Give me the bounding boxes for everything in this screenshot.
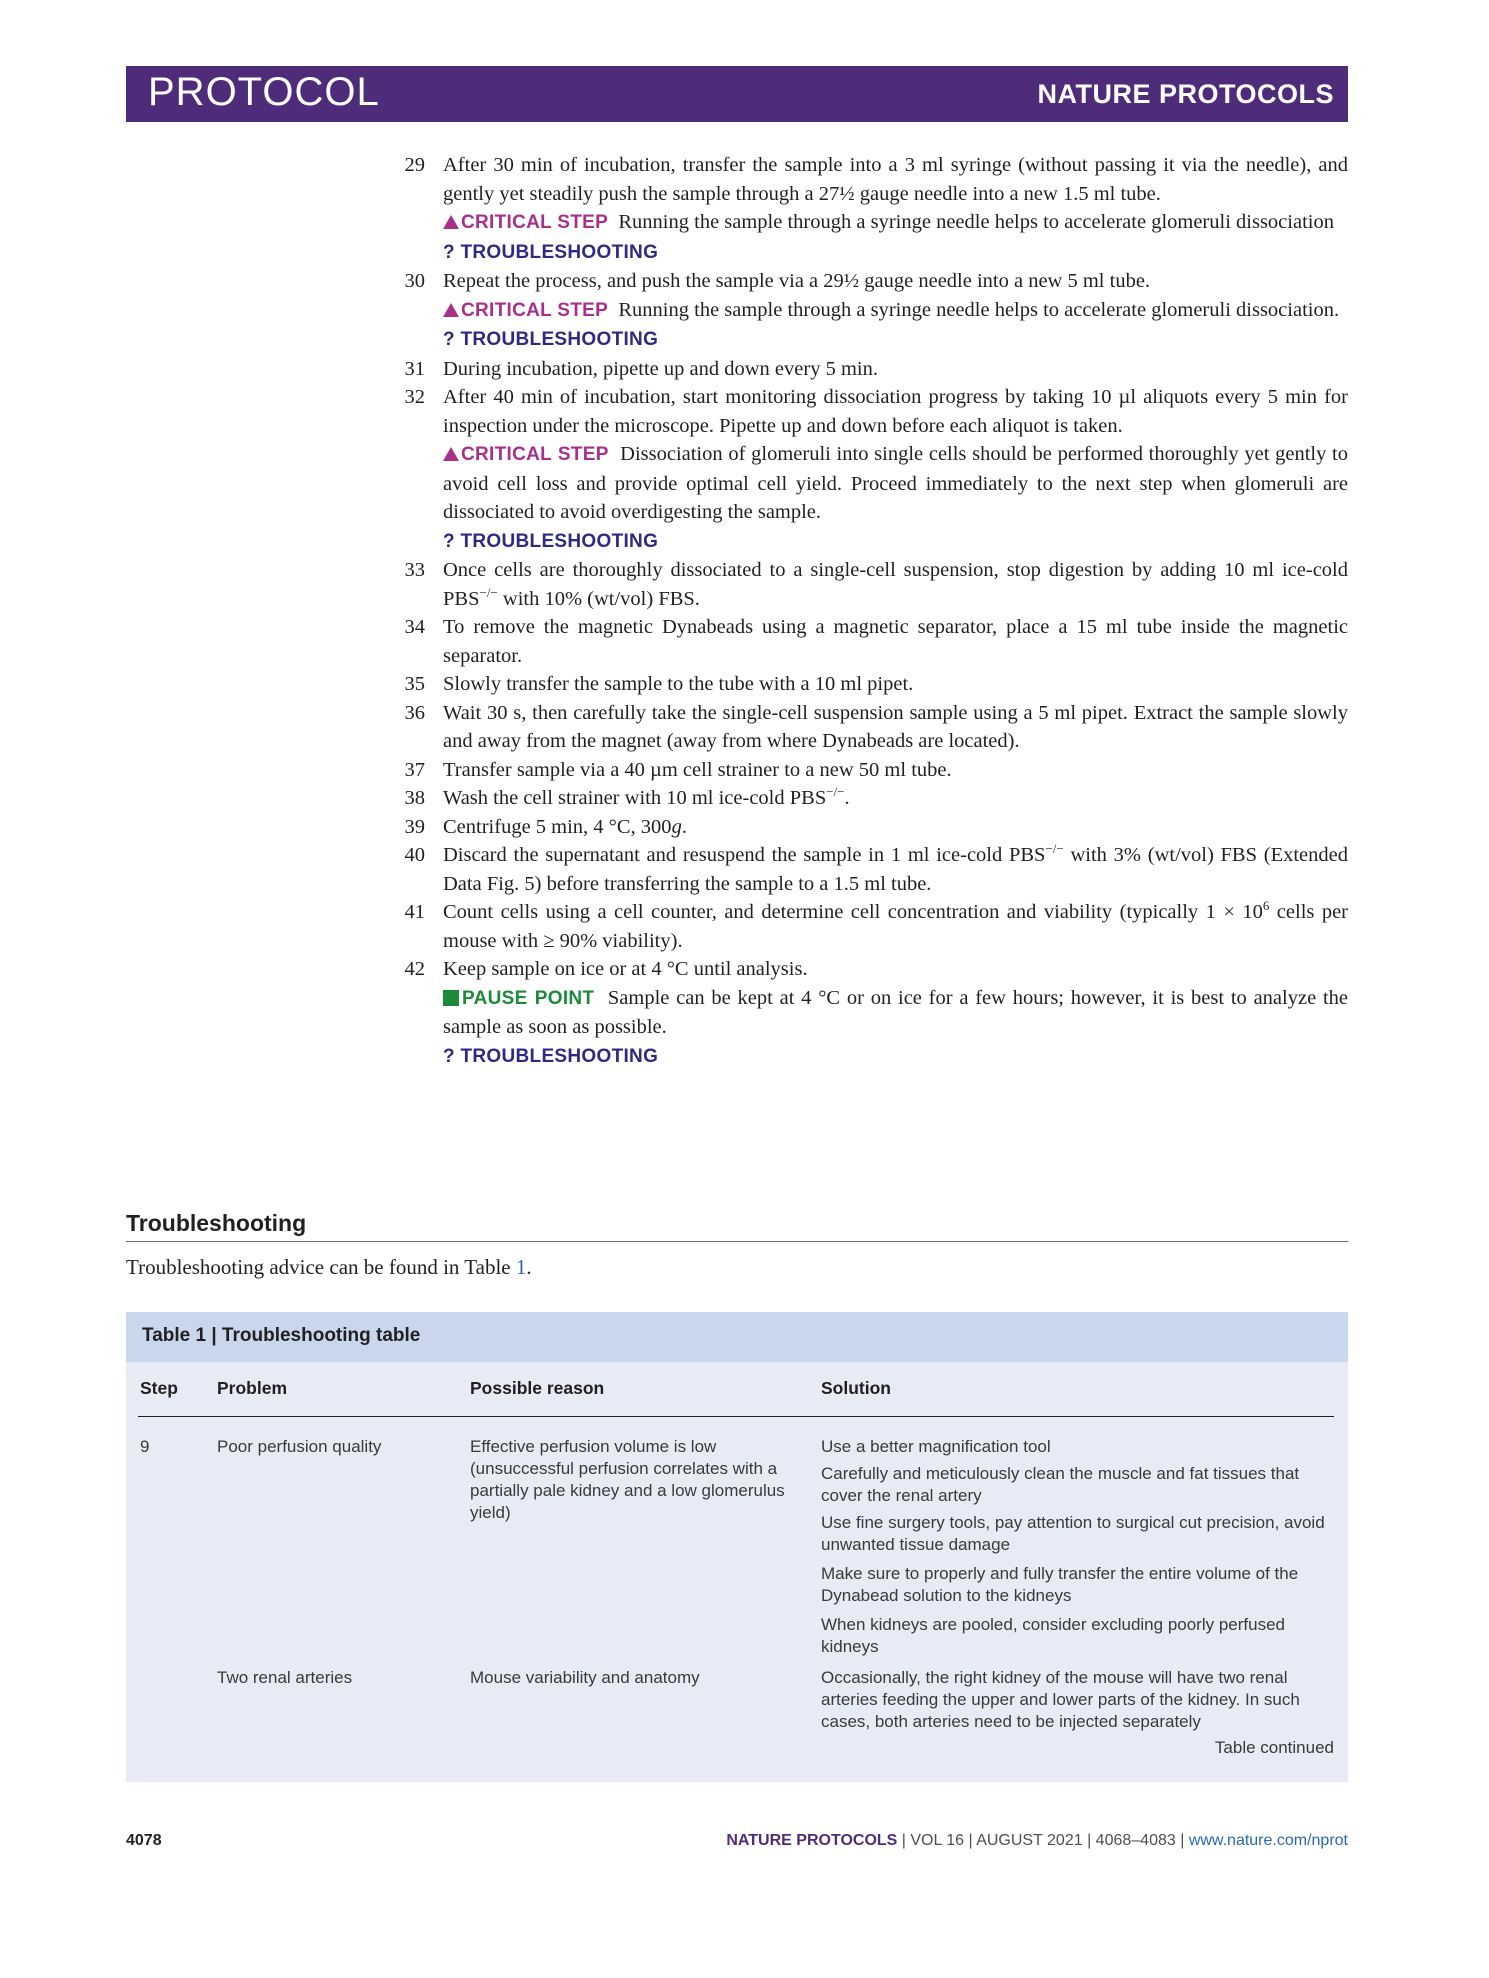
pause-point-note [443,984,1348,1042]
journal-title: NATURE PROTOCOLS [1037,79,1334,109]
step-number: 36 [404,701,425,724]
step-39 [395,813,1348,842]
row1-solution-5: When kidneys are pooled, consider excluding poorly perfused kidneys [821,1615,1285,1656]
step-33 [395,556,1348,613]
troubleshooting-table [126,1312,1348,1782]
column-header-reason: Possible reason [470,1378,605,1398]
step-text: Slowly transfer the sample to the tube with a 10 ml pipet. [443,673,914,695]
step-31 [395,355,1348,384]
critical-label: CRITICAL STEP [461,212,609,233]
step-number: 32 [404,386,425,408]
row2-reason: Mouse variability and anatomy [470,1668,700,1687]
troubleshooting-link[interactable]: ? TROUBLESHOOTING [443,329,659,350]
step-number: 39 [404,815,425,838]
footer-citation: NATURE PROTOCOLS | VOL 16 | AUGUST 2021 | 4068–4083 | www.nature.com/nprot [726,1832,1348,1849]
triangle-icon [443,303,459,317]
row2-problem: Two renal arteries [217,1668,353,1687]
step-text: Repeat the process, and push the sample via a 29½ gauge needle into a new 5 ml tube. [443,270,1151,292]
step-text: Count cells using a cell counter, and determine cell concentration and viability (typically $1 \times 10^6$ cells per mouse with ≥ 90% viability). [443,898,1348,952]
troubleshooting-link[interactable]: ? TROUBLESHOOTING [443,1045,659,1067]
step-number: 34 [404,616,425,638]
step-41 [395,898,1348,955]
step-text: Centrifuge 5 min, 4 °C, 300g. [443,815,687,838]
pause-label: PAUSE POINT [462,987,595,1009]
step-38 [395,784,1348,813]
row1-reason: Effective perfusion volume is low (unsuccessful perfusion correlates with a partially pale kidney and a low glomerulus yield) [470,1437,785,1522]
step-text: To remove the magnetic Dynabeads using a magnetic separator, place a 15 ml tube inside the magnetic separator. [443,616,1348,667]
table-caption: Table 1 | Troubleshooting table [126,1312,1348,1362]
step-text: Wash the cell strainer with 10 ml ice-cold PBS−/−. [443,784,850,809]
step-text: Transfer sample via a 40 µm cell strainer to a new 50 ml tube. [443,758,952,781]
step-number: 42 [404,958,425,980]
critical-step-note [443,208,1348,238]
step-text: Wait 30 s, then carefully take the single-cell suspension sample using a 5 ml pipet. Extract the sample slowly and away from the magnet (away from where Dynabeads are located). [443,701,1348,752]
page-number: 4078 [126,1832,162,1849]
step-32 [395,383,1348,556]
step-number: 35 [404,673,425,695]
step-text: During incubation, pipette up and down every 5 min. [443,357,878,380]
step-number: 31 [404,357,425,380]
procedure-steps [395,151,1348,1071]
section-title: PROTOCOL [148,70,380,114]
step-35 [395,670,1348,699]
critical-step-note [443,296,1348,326]
page-header [126,66,1348,122]
row1-step: 9 [140,1437,150,1456]
step-text: After 40 min of incubation, start monitoring dissociation progress by taking 10 µl aliquots every 5 min for inspection under the microscope. Pipette up and down before each aliquot is taken. [443,386,1348,437]
row1-solution-3: Use fine surgery tools, pay attention to surgical cut precision, avoid unwanted tissue damage [821,1513,1325,1554]
step-text: After 30 min of incubation, transfer the sample into a 3 ml syringe (without passing it via the needle), and gently yet steadily push the sample through a 27½ gauge needle into a new 1.5 ml tube. [443,154,1348,205]
row1-problem: Poor perfusion quality [217,1437,382,1456]
step-number: 38 [404,787,425,809]
column-header-solution: Solution [821,1378,891,1398]
triangle-icon [443,447,459,461]
troubleshooting-advice: Troubleshooting advice can be found in Table 1. [126,1255,532,1279]
step-text: Discard the supernatant and resuspend the sample in 1 ml ice-cold PBS−/− with 3% (wt/vol) FBS (Extended Data Fig. 5) before transferring the sample to a 1.5 ml tube. [443,841,1348,895]
step-29 [395,151,1348,267]
critical-step-note [443,440,1348,527]
step-number: 40 [404,844,425,866]
critical-text: Running the sample through a syringe needle helps to accelerate glomeruli dissociation [618,211,1334,233]
step-number: 37 [404,758,425,781]
critical-text: Dissociation of glomeruli into single cells should be performed thoroughly yet gently to avoid cell loss and provide optimal cell yield. Proceed immediately to the next step when glomeruli are dissociated to avoid overdigesting the sample. [443,443,1348,523]
critical-text: Running the sample through a syringe needle helps to accelerate glomeruli dissociation. [618,298,1340,321]
row1-solution-1: Use a better magnification tool [821,1437,1051,1456]
step-number: 33 [404,559,425,581]
header-rule [138,1416,1334,1417]
step-42 [395,955,1348,1071]
critical-label: CRITICAL STEP [461,444,609,465]
row1-solution-2: Carefully and meticulously clean the muscle and fat tissues that cover the renal artery [821,1464,1300,1505]
triangle-icon [443,215,459,229]
troubleshooting-link[interactable]: ? TROUBLESHOOTING [443,530,659,552]
square-icon [443,990,459,1006]
journal-url[interactable]: www.nature.com/nprot [1188,1832,1348,1849]
row1-solution-4: Make sure to properly and fully transfer the entire volume of the Dynabead solution to the kidneys [821,1564,1299,1605]
row2-solution: Occasionally, the right kidney of the mouse will have two renal arteries feeding the upper and lower parts of the kidney. In such cases, both arteries need to be injected separately [821,1668,1300,1731]
column-header-problem: Problem [217,1378,288,1398]
table-link[interactable]: 1 [515,1255,527,1279]
step-text: Keep sample on ice or at 4 °C until analysis. [443,958,808,980]
step-40 [395,841,1348,898]
step-34 [395,613,1348,670]
troubleshooting-link[interactable]: ? TROUBLESHOOTING [443,241,659,263]
troubleshooting-heading: Troubleshooting [126,1210,1348,1242]
step-36 [395,699,1348,756]
step-text: Once cells are thoroughly dissociated to a single-cell suspension, stop digestion by adding 10 ml ice-cold PBS−/− with 10% (wt/vol) FBS. [443,559,1348,610]
step-37 [395,756,1348,785]
table-continued: Table continued [1214,1738,1334,1757]
column-header-step: Step [140,1378,178,1398]
step-number: 41 [404,901,425,923]
step-30 [395,267,1348,355]
step-number: 30 [404,270,425,292]
pause-text: Sample can be kept at 4 °C or on ice for a few hours; however, it is best to analyze the sample as soon as possible. [443,986,1349,1038]
step-number: 29 [404,154,425,176]
critical-label: CRITICAL STEP [461,299,609,321]
